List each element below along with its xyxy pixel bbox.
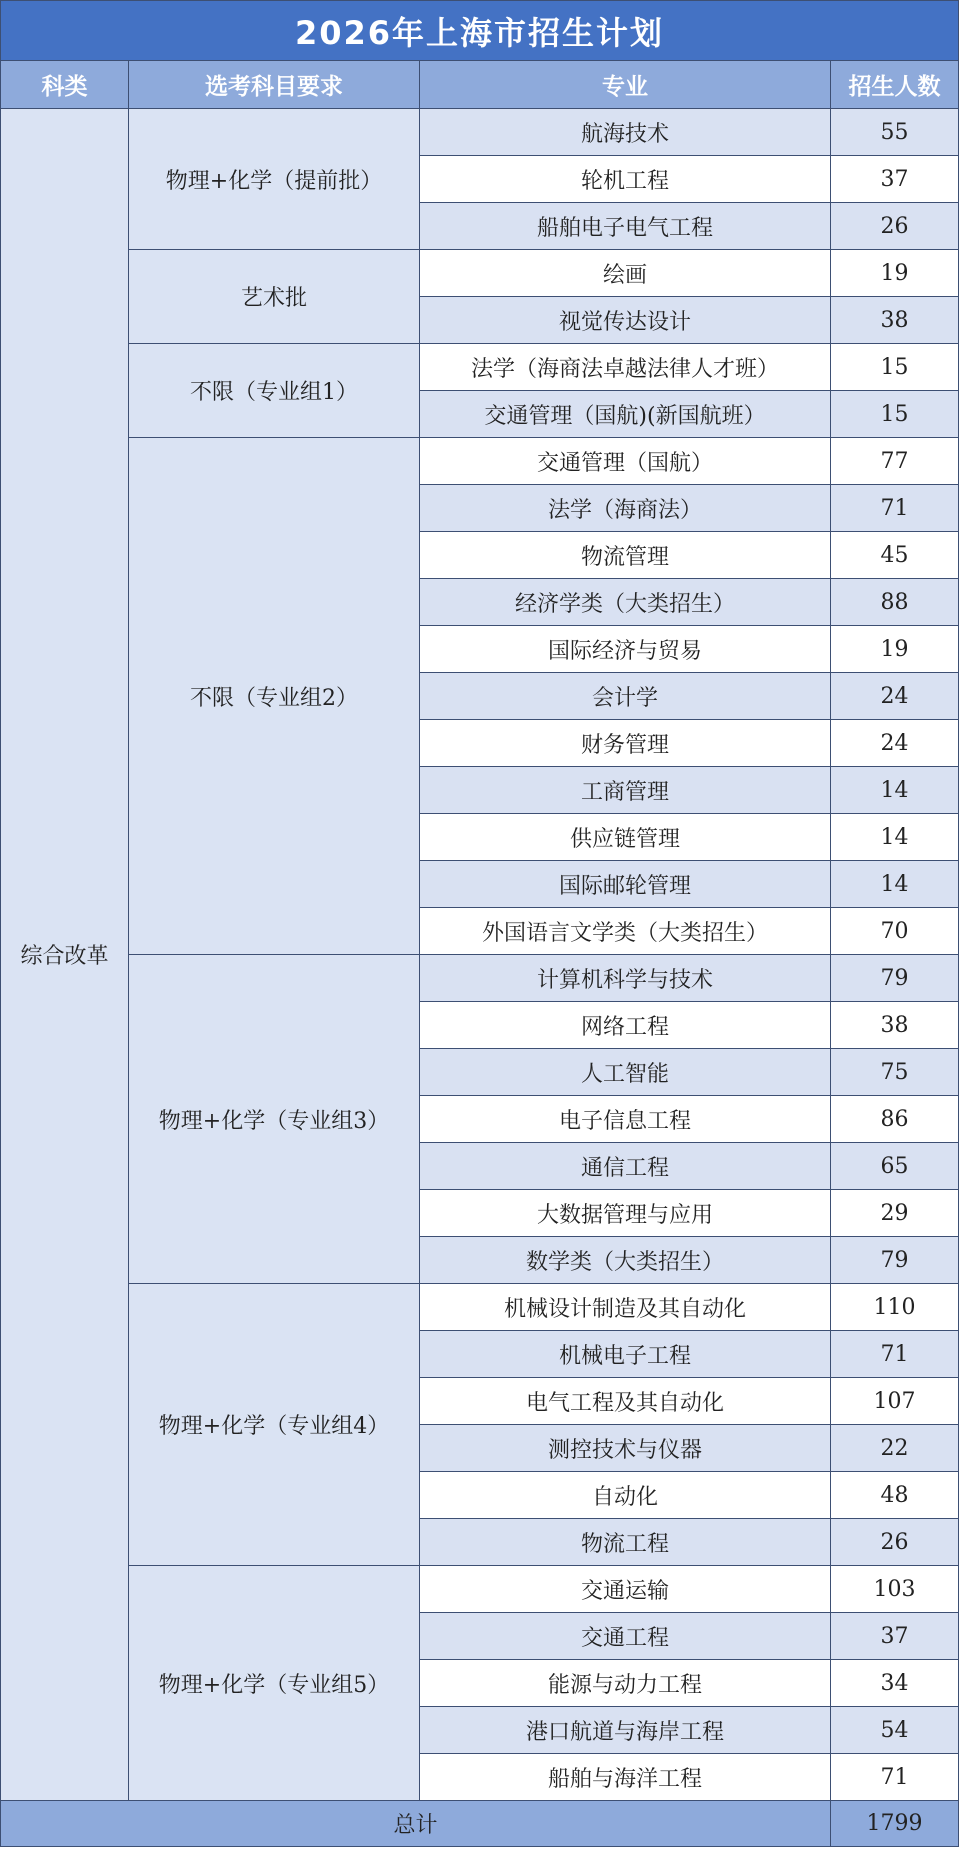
major-count-cell: 24 xyxy=(831,673,959,720)
major-name-cell: 绘画 xyxy=(420,250,831,297)
major-count-cell: 86 xyxy=(831,1096,959,1143)
table-row xyxy=(1,109,959,156)
major-name-cell: 航海技术 xyxy=(420,109,831,156)
major-count-cell: 14 xyxy=(831,767,959,814)
major-count-cell: 77 xyxy=(831,438,959,485)
major-count-cell: 22 xyxy=(831,1425,959,1472)
table-title: 2026年上海市招生计划 xyxy=(1,1,959,61)
table-row xyxy=(1,250,959,297)
major-count-cell: 88 xyxy=(831,579,959,626)
major-name-cell: 外国语言文学类（大类招生） xyxy=(420,908,831,955)
major-count-cell: 75 xyxy=(831,1049,959,1096)
major-count-cell: 71 xyxy=(831,1331,959,1378)
major-count-cell: 29 xyxy=(831,1190,959,1237)
header-major: 专业 xyxy=(420,61,831,109)
major-count-cell: 37 xyxy=(831,156,959,203)
major-name-cell: 轮机工程 xyxy=(420,156,831,203)
major-name-cell: 大数据管理与应用 xyxy=(420,1190,831,1237)
major-name-cell: 数学类（大类招生） xyxy=(420,1237,831,1284)
major-count-cell: 107 xyxy=(831,1378,959,1425)
requirement-cell: 艺术批 xyxy=(129,250,420,344)
major-count-cell: 15 xyxy=(831,391,959,438)
table-row xyxy=(1,344,959,391)
major-count-cell: 45 xyxy=(831,532,959,579)
major-name-cell: 国际邮轮管理 xyxy=(420,861,831,908)
major-name-cell: 法学（海商法） xyxy=(420,485,831,532)
total-count: 1799 xyxy=(831,1801,959,1847)
major-name-cell: 通信工程 xyxy=(420,1143,831,1190)
major-count-cell: 34 xyxy=(831,1660,959,1707)
major-name-cell: 国际经济与贸易 xyxy=(420,626,831,673)
major-count-cell: 54 xyxy=(831,1707,959,1754)
major-name-cell: 交通管理（国航)(新国航班） xyxy=(420,391,831,438)
requirement-cell: 物理+化学（专业组5） xyxy=(129,1566,420,1801)
major-name-cell: 交通运输 xyxy=(420,1566,831,1613)
major-name-cell: 电子信息工程 xyxy=(420,1096,831,1143)
major-name-cell: 视觉传达设计 xyxy=(420,297,831,344)
major-name-cell: 船舶与海洋工程 xyxy=(420,1754,831,1801)
major-name-cell: 人工智能 xyxy=(420,1049,831,1096)
table-row xyxy=(1,438,959,485)
major-name-cell: 供应链管理 xyxy=(420,814,831,861)
major-count-cell: 110 xyxy=(831,1284,959,1331)
requirement-cell: 不限（专业组1） xyxy=(129,344,420,438)
major-count-cell: 55 xyxy=(831,109,959,156)
major-name-cell: 港口航道与海岸工程 xyxy=(420,1707,831,1754)
table-row xyxy=(1,1566,959,1613)
major-name-cell: 电气工程及其自动化 xyxy=(420,1378,831,1425)
major-name-cell: 机械电子工程 xyxy=(420,1331,831,1378)
major-count-cell: 38 xyxy=(831,297,959,344)
table-row xyxy=(1,955,959,1002)
requirement-cell: 不限（专业组2） xyxy=(129,438,420,955)
header-category: 科类 xyxy=(1,61,129,109)
major-name-cell: 交通管理（国航） xyxy=(420,438,831,485)
major-name-cell: 物流管理 xyxy=(420,532,831,579)
major-count-cell: 19 xyxy=(831,626,959,673)
major-count-cell: 103 xyxy=(831,1566,959,1613)
major-count-cell: 37 xyxy=(831,1613,959,1660)
major-count-cell: 71 xyxy=(831,485,959,532)
major-count-cell: 14 xyxy=(831,814,959,861)
major-count-cell: 79 xyxy=(831,1237,959,1284)
header-row xyxy=(1,61,959,109)
major-name-cell: 经济学类（大类招生） xyxy=(420,579,831,626)
major-count-cell: 14 xyxy=(831,861,959,908)
major-count-cell: 79 xyxy=(831,955,959,1002)
major-count-cell: 15 xyxy=(831,344,959,391)
major-name-cell: 计算机科学与技术 xyxy=(420,955,831,1002)
table-body xyxy=(1,109,959,1801)
major-name-cell: 网络工程 xyxy=(420,1002,831,1049)
major-count-cell: 70 xyxy=(831,908,959,955)
major-name-cell: 机械设计制造及其自动化 xyxy=(420,1284,831,1331)
total-label: 总计 xyxy=(1,1801,831,1847)
major-name-cell: 工商管理 xyxy=(420,767,831,814)
major-name-cell: 法学（海商法卓越法律人才班） xyxy=(420,344,831,391)
requirement-cell: 物理+化学（提前批） xyxy=(129,109,420,250)
major-name-cell: 能源与动力工程 xyxy=(420,1660,831,1707)
major-name-cell: 交通工程 xyxy=(420,1613,831,1660)
major-name-cell: 测控技术与仪器 xyxy=(420,1425,831,1472)
header-requirement: 选考科目要求 xyxy=(129,61,420,109)
total-row xyxy=(1,1801,959,1847)
category-cell: 综合改革 xyxy=(1,109,129,1801)
major-count-cell: 24 xyxy=(831,720,959,767)
major-count-cell: 71 xyxy=(831,1754,959,1801)
major-count-cell: 26 xyxy=(831,203,959,250)
major-name-cell: 财务管理 xyxy=(420,720,831,767)
title-row xyxy=(1,1,959,61)
major-name-cell: 会计学 xyxy=(420,673,831,720)
major-count-cell: 38 xyxy=(831,1002,959,1049)
major-count-cell: 26 xyxy=(831,1519,959,1566)
major-count-cell: 48 xyxy=(831,1472,959,1519)
requirement-cell: 物理+化学（专业组4） xyxy=(129,1284,420,1566)
requirement-cell: 物理+化学（专业组3） xyxy=(129,955,420,1284)
major-name-cell: 物流工程 xyxy=(420,1519,831,1566)
table-row xyxy=(1,1284,959,1331)
header-count: 招生人数 xyxy=(831,61,959,109)
major-count-cell: 19 xyxy=(831,250,959,297)
major-name-cell: 自动化 xyxy=(420,1472,831,1519)
major-count-cell: 65 xyxy=(831,1143,959,1190)
major-name-cell: 船舶电子电气工程 xyxy=(420,203,831,250)
